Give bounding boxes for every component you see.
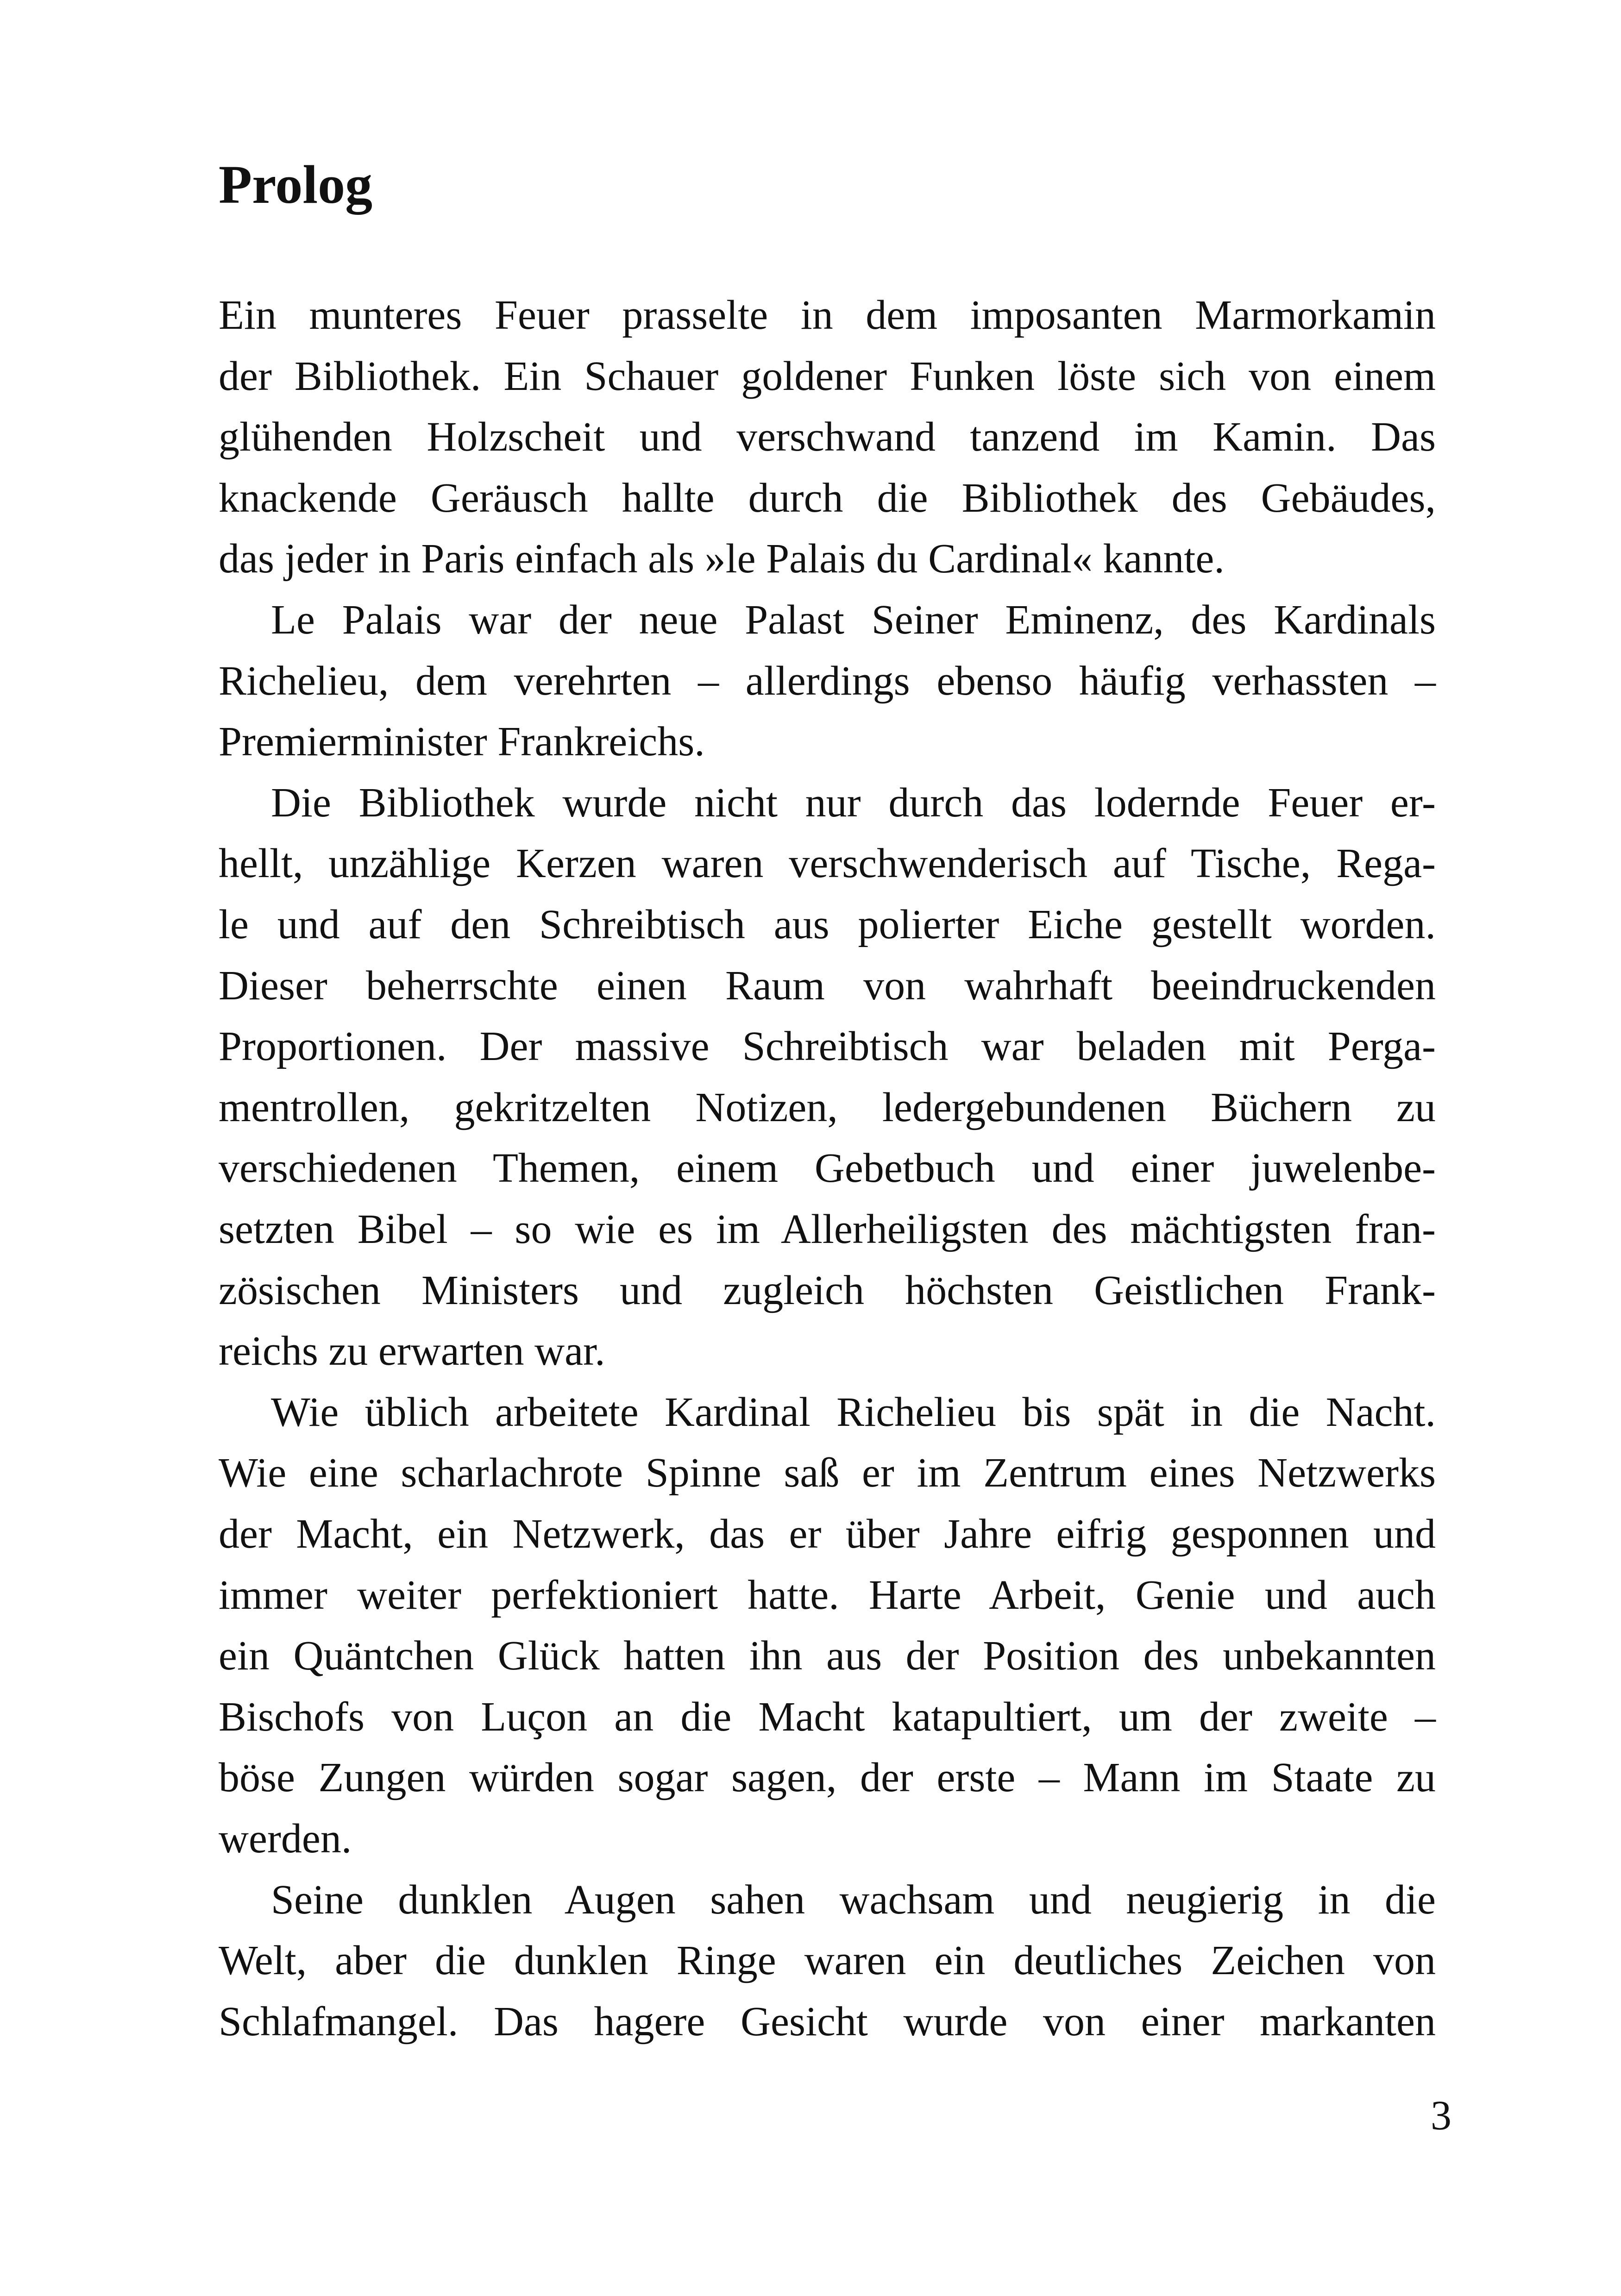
text-line: der Bibliothek. Ein Schauer goldener Funken löste sich von einem [219,353,1436,399]
text-line: Wie üblich arbeitete Kardinal Richelieu bis spät in die Nacht. [271,1389,1436,1435]
text-line: Welt, aber die dunklen Ringe waren ein deutliches Zeichen von [219,1938,1436,1983]
text-line: Wie eine scharlachrote Spinne saß er im Zentrum eines Netzwerks [219,1450,1436,1496]
text-line: hellt, unzählige Kerzen waren verschwenderisch auf Tische, Rega- [219,841,1436,886]
text-line: Ein munteres Feuer prasselte in dem imposanten Marmorkamin [219,292,1436,338]
text-line: Bischofs von Luçon an die Macht katapultiert, um der zweite – [219,1694,1436,1740]
text-line: Dieser beherrschte einen Raum von wahrhaft beeindruckenden [219,963,1436,1009]
text-line: böse Zungen würden sogar sagen, der erste – Mann im Staate zu [219,1755,1436,1800]
text-line: werden. [219,1816,352,1862]
text-line: Premierminister Frankreichs. [219,719,705,765]
text-line: der Macht, ein Netzwerk, das er über Jahre eifrig gesponnen und [219,1511,1436,1557]
text-line: glühenden Holzscheit und verschwand tanzend im Kamin. Das [219,414,1436,460]
text-line: knackende Geräusch hallte durch die Bibliothek des Gebäudes, [219,475,1436,521]
text-line: le und auf den Schreibtisch aus polierter Eiche gestellt worden. [219,902,1436,947]
text-line: verschiedenen Themen, einem Gebetbuch und einer juwelenbe- [219,1145,1436,1191]
text-line: Die Bibliothek wurde nicht nur durch das lodernde Feuer er- [271,780,1436,826]
text-line: zösischen Ministers und zugleich höchsten Geistlichen Frank- [219,1267,1436,1313]
text-line: Richelieu, dem verehrten – allerdings ebenso häufig verhassten – [219,658,1436,704]
chapter-title: Prolog [219,154,373,215]
text-line: Proportionen. Der massive Schreibtisch war beladen mit Perga- [219,1023,1436,1069]
text-line: Le Palais war der neue Palast Seiner Eminenz, des Kardinals [271,597,1436,643]
text-line: immer weiter perfektioniert hatte. Harte Arbeit, Genie und auch [219,1572,1436,1618]
page-number: 3 [1431,2093,1451,2139]
text-line: setzten Bibel – so wie es im Allerheiligsten des mächtigsten fran- [219,1206,1436,1252]
text-line: das jeder in Paris einfach als »le Palais du Cardinal« kannte. [219,536,1225,582]
text-line: Seine dunklen Augen sahen wachsam und neugierig in die [271,1877,1436,1923]
text-line: mentrollen, gekritzelten Notizen, ledergebundenen Büchern zu [219,1085,1436,1130]
text-line: reichs zu erwarten war. [219,1328,605,1374]
text-line: ein Quäntchen Glück hatten ihn aus der Position des unbekannten [219,1633,1436,1679]
text-line: Schlafmangel. Das hagere Gesicht wurde von einer markanten [219,1999,1436,2045]
